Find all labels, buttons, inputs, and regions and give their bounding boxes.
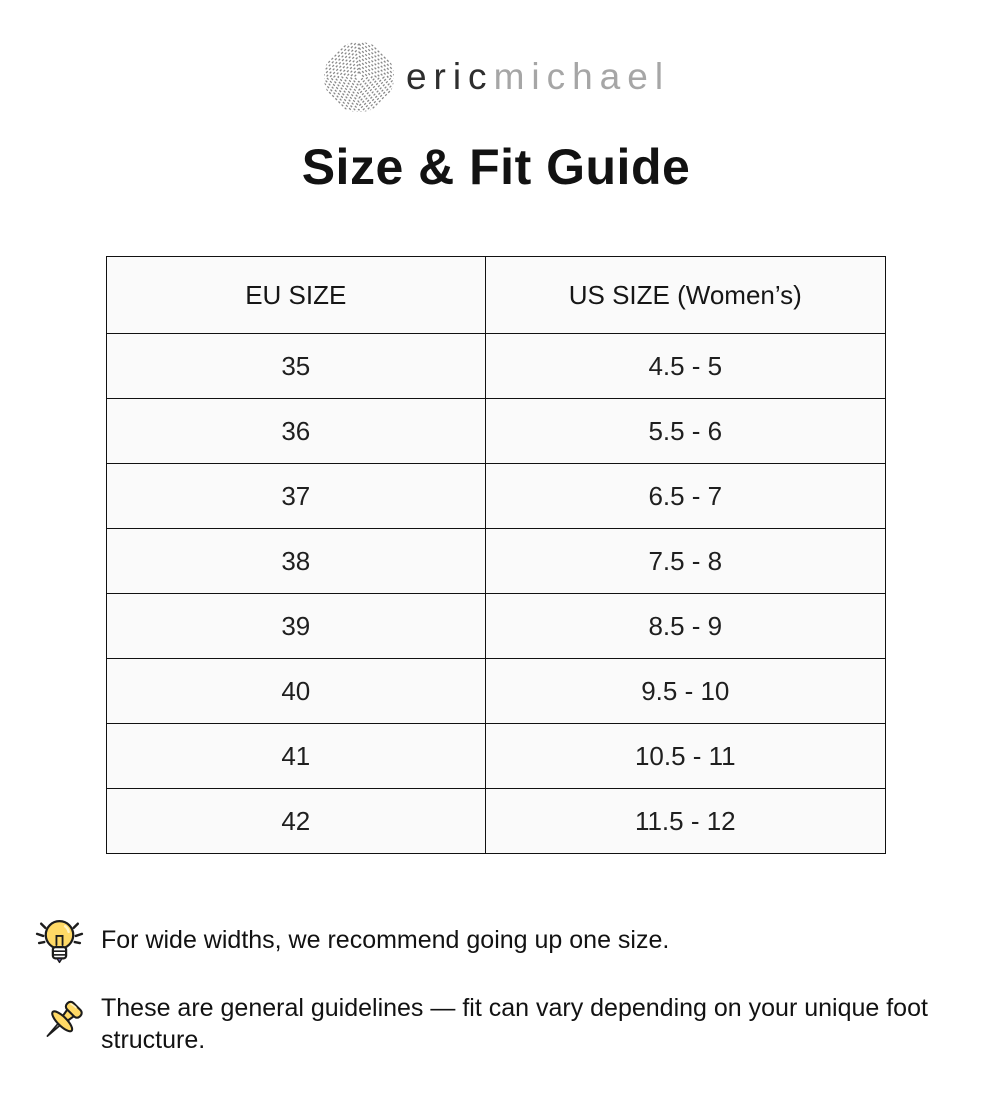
wide-width-note-text: For wide widths, we recommend going up one size. [101, 926, 670, 954]
pushpin-icon [31, 994, 88, 1054]
brand-name-primary: eric [405, 56, 494, 97]
us-size-header: US SIZE (Women’s) [485, 257, 885, 334]
table-row [107, 594, 886, 659]
table-row [107, 789, 886, 854]
table-row [107, 529, 886, 594]
table-row [107, 464, 886, 529]
eu-size-cell: 40 [107, 659, 486, 724]
us-size-cell: 4.5 - 5 [485, 334, 885, 399]
table-row [107, 399, 886, 464]
eu-size-cell: 42 [107, 789, 486, 854]
eu-size-header: EU SIZE [107, 257, 486, 334]
eu-size-cell: 37 [107, 464, 486, 529]
eu-size-cell: 41 [107, 724, 486, 789]
wide-width-note [31, 910, 992, 970]
table-header-row [107, 257, 886, 334]
eu-size-cell: 38 [107, 529, 486, 594]
table-row [107, 724, 886, 789]
notes-section [31, 910, 992, 1056]
brand-logo [0, 0, 992, 114]
eu-size-cell: 35 [107, 334, 486, 399]
table-row [107, 659, 886, 724]
eu-size-cell: 36 [107, 399, 486, 464]
us-size-cell: 6.5 - 7 [485, 464, 885, 529]
us-size-cell: 7.5 - 8 [485, 529, 885, 594]
table-row [107, 334, 886, 399]
lightbulb-icon [31, 910, 88, 970]
page-title: Size & Fit Guide [301, 139, 691, 195]
eu-size-cell: 39 [107, 594, 486, 659]
us-size-cell: 10.5 - 11 [485, 724, 885, 789]
us-size-cell: 8.5 - 9 [485, 594, 885, 659]
brand-name-secondary: michael [493, 56, 671, 97]
us-size-cell: 11.5 - 12 [485, 789, 885, 854]
size-table [106, 256, 886, 854]
concentric-diamonds-icon [322, 40, 396, 114]
us-size-cell: 5.5 - 6 [485, 399, 885, 464]
us-size-cell: 9.5 - 10 [485, 659, 885, 724]
brand-wordmark [406, 56, 670, 98]
guidelines-note [31, 992, 992, 1056]
size-table-container [106, 256, 886, 854]
guidelines-note-text: These are general guidelines — fit can vary depending on your unique foot structure. [101, 994, 928, 1054]
